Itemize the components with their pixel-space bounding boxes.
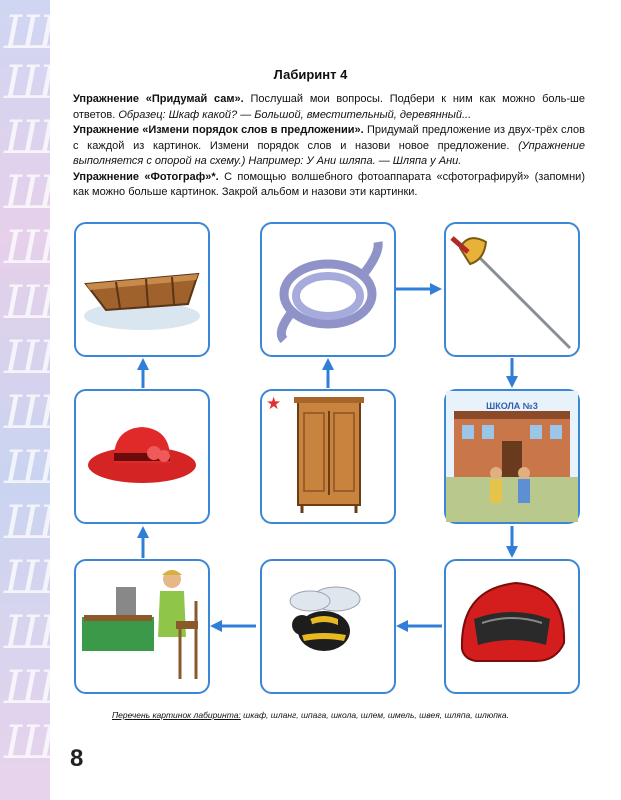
hose-icon [262, 224, 394, 355]
arrow-down-1-icon [504, 356, 520, 390]
page-title: Лабиринт 4 [273, 67, 348, 82]
seamstress-icon [76, 561, 208, 692]
exercise-1: Упражнение «Придумай сам». Послушай мои вопросы. Подбери к ним как можно боль-ше ответов. Образец: Шкаф какой? — Большой, вместительный, деревянный... [73, 93, 586, 121]
arrow-up-3-icon [320, 356, 336, 390]
card-school[interactable] [444, 389, 580, 524]
arrow-up-1-icon [135, 524, 151, 560]
wardrobe-icon [262, 391, 394, 522]
decorative-letter-stripe: Ш Ш Ш Ш Ш Ш Ш Ш Ш Ш Ш Ш Ш Ш [0, 0, 50, 800]
school-icon [446, 391, 578, 522]
card-hose[interactable] [260, 222, 396, 357]
arrow-left-1-icon [394, 618, 446, 634]
card-hat[interactable] [74, 389, 210, 524]
exercise-2: Упражнение «Измени порядок слов в предложении». Придумай предложение из двух-трёх слов с каждой из картинок. Измени порядок слов и назови новое предложение. (Упражнение выполняется с опорой на схему.) Например: У Ани шляпа. — Шляпа у Ани. [73, 124, 585, 167]
boat-icon [76, 224, 208, 355]
card-bumblebee[interactable] [260, 559, 396, 694]
card-boat[interactable] [74, 222, 210, 357]
arrow-right-1-icon [392, 281, 444, 297]
sword-icon [446, 224, 578, 355]
card-seamstress[interactable] [74, 559, 210, 694]
hat-icon [76, 391, 208, 522]
arrow-down-2-icon [504, 524, 520, 560]
card-helmet[interactable] [444, 559, 580, 694]
svg-text:ШКОЛА №3: ШКОЛА №3 [486, 401, 538, 411]
exercise-text [73, 92, 585, 201]
helmet-icon [446, 561, 578, 692]
arrow-up-2-icon [135, 356, 151, 390]
picture-list-caption: Перечень картинок лабиринта: шкаф, шланг, шпага, школа, шлем, шмель, швея, шляпа, шлюпка. [112, 710, 509, 720]
arrow-left-2-icon [208, 618, 260, 634]
start-star-icon: ★ [266, 394, 282, 413]
exercise-3: Упражнение «Фотограф»*. С помощью волшебного фотоаппарата «сфотографируй» (запомни) как можно больше картинок. Закрой альбом и назови эти картинки. [73, 170, 585, 198]
page-number: 8 [70, 745, 84, 772]
card-sword[interactable] [444, 222, 580, 357]
bumblebee-icon [262, 561, 394, 692]
